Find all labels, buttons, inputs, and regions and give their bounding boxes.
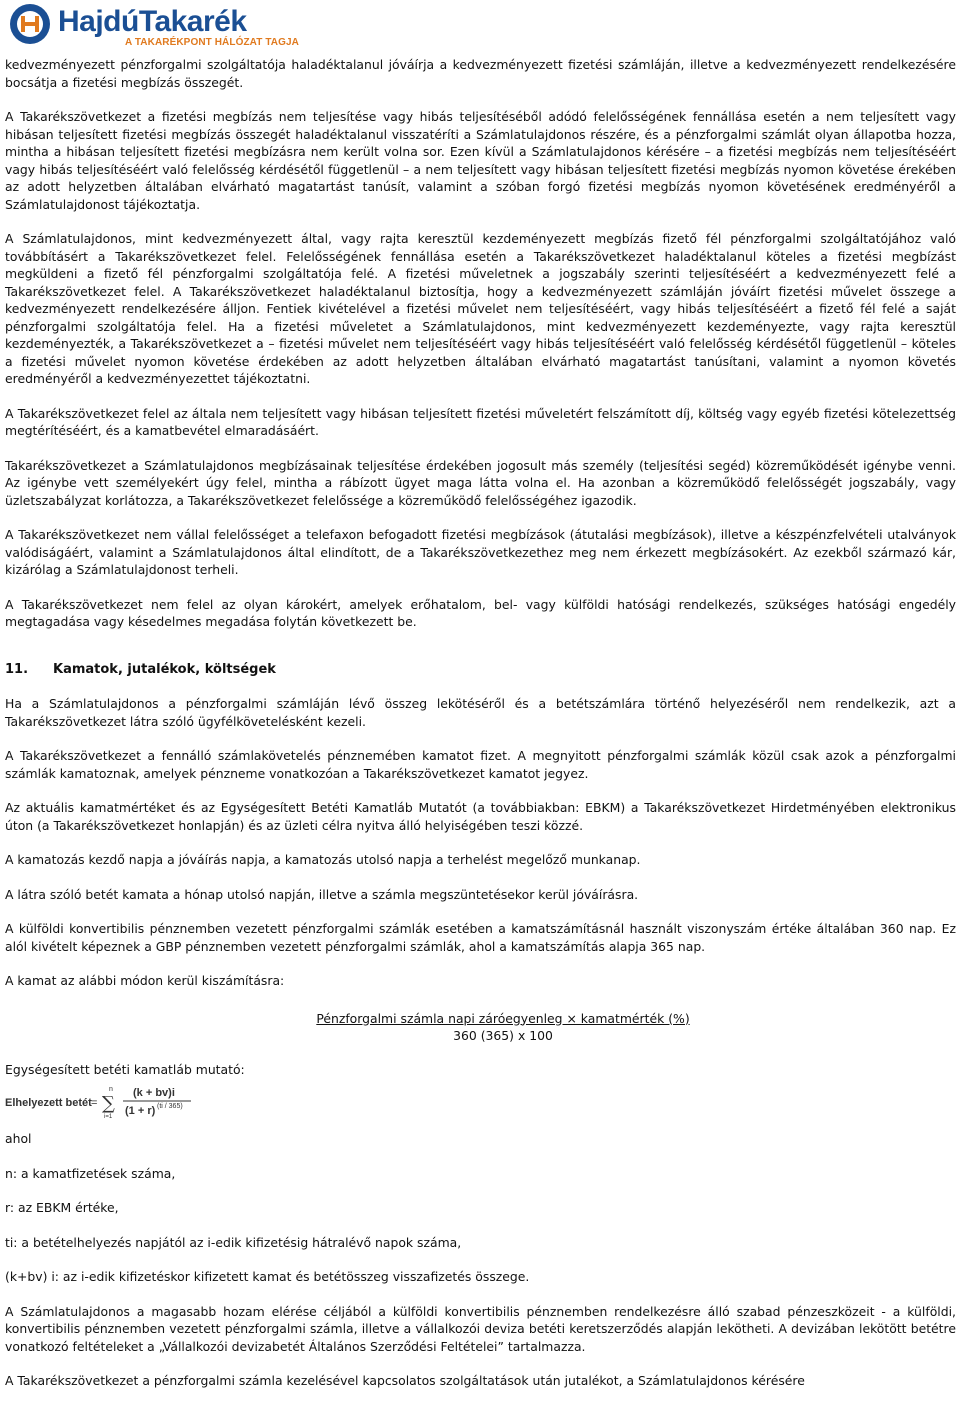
ebkm-exponent: (ti / 365) <box>157 1103 183 1110</box>
definition-item: n: a kamatfizetések száma, <box>5 1165 176 1181</box>
brand-name-part2: Takarék <box>138 5 247 38</box>
section-title: Kamatok, jutalékok, költségek <box>53 661 276 677</box>
interest-formula <box>5 1010 956 1045</box>
paragraph: A Számlatulajdonos, mint kedvezményezett által, vagy rajta keresztül kezdeményezett megbízás fizető fél pénzforgalmi szolgáltatójához való továbbításért a Takarékszövetkezet felel. Felelősségének fennállása esetén a Takarékszövetkezet haladéktalanul köteles a fizetési megbízást megküldeni a fizető fél pénzforgalmi szolgáltatója felé. A fizetési műveletnek a jogszabály szerinti teljesítéséért a kedvezményezett felé a Takarékszövetkezet felel. A Takarékszövetkezet haladéktalanul biztosítja, hogy a kedvezményezett számláján jóváírt fizetési művelet összege a kedvezményezett rendelkezésére álljon. Fentiek kivételével a fizetési művelet nem teljesítéséért, vagy hibás teljesítéséért a fizető fél felé a saját pénzforgalmi szolgáltatója felel. Ha a fizetési műveletet a Számlatulajdonos, mint kedvezményezett kezdeményezte, vagy rajta keresztül kezdeményezték, a Takarékszövetkezet a – fizetési művelet nem teljesítéséért vagy hibás teljesítéséért való felelősség kérdésétől függetlenül – köteles a fizetési művelet nyomon követése érdekében az adott helyzetben általában elvárható magatartást tanúsítani, valamint a nyomon követés eredményéről a kedvezményezettet tájékoztatni. <box>5 231 956 386</box>
brand-emblem-icon <box>8 2 52 46</box>
brand-name-part1: Hajdú <box>58 5 139 38</box>
paragraph: A Takarékszövetkezet nem vállal felelősséget a telefaxon befogadott fizetési megbízások (átutalási megbízások), illetve a készpénzfelvételi utalványok valódiságáért, valamint a Számlatulajdonos által elindított, de a Takarékszövetkezethez meg nem érkezett megbízásokért. Az ezekből származó kár, kizárólag a Számlatulajdonost terheli. <box>5 527 956 577</box>
definition-item: (k+bv) i: az i-edik kifizetéskor kifizetett kamat és betétösszeg visszafizetés összege. <box>5 1269 530 1284</box>
section-heading <box>5 661 956 679</box>
paragraph: Az aktuális kamatmértéket és az Egységesített Betéti Kamatláb Mutatót (a továbbiakban: EBKM) a Takarékszövetkezet Hirdetményében elektronikus úton (a Takarékszövetkezet honlapján) és az üzleti célra nyitva álló helyiségében teszi közzé. <box>5 800 956 833</box>
ebkm-label: Egységesített betéti kamatláb mutató: <box>5 1061 245 1077</box>
ebkm-formula-image <box>5 1082 956 1124</box>
brand-tagline: A TAKARÉKPONT HÁLÓZAT TAGJA <box>125 37 299 48</box>
ebkm-formula <box>5 1082 195 1122</box>
formula-numerator: Pénzforgalmi számla napi záróegyenleg × kamatmérték (%) <box>316 1010 690 1026</box>
sum-sign-icon: ∑ <box>102 1093 115 1114</box>
definitions-list <box>5 1130 956 1286</box>
ebkm-lhs: Elhelyezett betét <box>5 1097 92 1109</box>
paragraph: A Takarékszövetkezet nem felel az olyan károkért, amelyek erőhatalom, bel- vagy külföldi hatósági rendelkezés, szükséges hatósági engedély megtagadása vagy késedelmes megadása folytán következett be. <box>5 596 956 629</box>
paragraph: A kamat az alábbi módon kerül kiszámításra: <box>5 973 285 988</box>
section-number: 11. <box>5 661 29 677</box>
paragraph: A külföldi konvertibilis pénznemben vezetett pénzforgalmi számlák esetében a kamatszámításnál használt viszonyszám értéke általában 360 nap. Ez alól kivételt képeznek a GBP pénznemben vezetett pénzforgalmi számlák, ahol a kamatszámítás alapja 365 nap. <box>5 921 956 954</box>
paragraph: A látra szóló betét kamata a hónap utolsó napján, illetve a számla megszüntetésekor kerül jóváírásra. <box>5 886 639 902</box>
paragraph: A Takarékszövetkezet a fennálló számlakövetelés pénznemében kamatot fizet. A megnyitott pénzforgalmi számlák közül csak azok a pénzforgalmi számlák kamatoznak, amelyek pénzneme vonatkozóan a Takarékszövetkezet kamatot jegyez. <box>5 748 956 781</box>
ebkm-den-base: (1 + r) <box>125 1105 156 1117</box>
formula-denominator: 360 (365) x 100 <box>453 1028 553 1043</box>
paragraph: A Takarékszövetkezet a fizetési megbízás nem teljesítése vagy hibás teljesítéséből adódó felelősségének fennállása esetén a nem teljesített vagy hibásan teljesített fizetési megbízás összegét haladéktalanul visszatéríti a Számlatulajdonos részére, és a pénzforgalmi számlát olyan állapotba hozza, mintha a hibásan teljesített fizetési megbízásra nem került volna sor. Ezen kívül a Számlatulajdonos kérésére – a fizetési megbízás nem teljesítéséért vagy hibás teljesítéséért való felelősség kérdésétől függetlenül – a nem teljesített vagy hibásan teljesített fizetési megbízás nyomon követése érekében az adott helyzetben általában elvárható magatartást tanúsít, valamint a szóban forgó fizetési megbízás nyomon követésének eredményéről a Számlatulajdonost tájékoztatja. <box>5 109 956 212</box>
paragraph: Ha a Számlatulajdonos a pénzforgalmi számláján lévő összeg lekötéséről és a betétszámlára történő helyezéséről nem rendelkezik, azt a Takarékszövetkezet látra szóló ügyfélkövetelésként kezeli. <box>5 696 956 729</box>
paragraph: A kamatozás kezdő napja a jóváírás napja, a kamatozás utolsó napja a terhelést megelőző munkanap. <box>5 852 641 867</box>
brand-name <box>58 6 247 38</box>
definition-item: r: az EBKM értéke, <box>5 1200 119 1215</box>
ebkm-sum-bottom: i=1 <box>104 1114 113 1120</box>
brand-logo <box>8 0 308 52</box>
paragraph: kedvezményezett pénzforgalmi szolgáltatója haladéktalanul jóváírja a kedvezményezett fizetési számláján, illetve a kedvezményezett rendelkezésére bocsátja a fizetési megbízás összegét. <box>5 57 956 90</box>
ebkm-sum-top: n <box>109 1086 113 1093</box>
ebkm-numerator: (k + bv)i <box>133 1087 175 1099</box>
paragraph: Takarékszövetkezet a Számlatulajdonos megbízásainak teljesítése érdekében jogosult más személy (teljesítési segéd) közreműködését igénybe venni. Az igénybe vett személyekért úgy felel, mintha a rábízott ügyet maga látta volna el. Ha azonban a közreműködő felelősségét jogszabály, vagy üzletszabályzat korlátozza, a Takarékszövetkezet felelőssége a közreműködő felelősségéhez igazodik. <box>5 457 956 508</box>
definition-item: ti: a betételhelyezés napjától az i-edik kifizetésig hátralévő napok száma, <box>5 1234 462 1250</box>
ebkm-equals: = <box>91 1097 98 1109</box>
paragraph: A Számlatulajdonos a magasabb hozam elérése céljából a külföldi konvertibilis pénznemben rendelkezésre álló szabad pénzeszközeit - a külföldi, konvertibilis pénznemben vezetett pénzforgalmi számla, illetve a vállalkozói deviza betéti keretszerződés alapján lekötheti. A devizában lekötött betétre vonatkozó feltételeket a „Vállalkozói devizabetét Általános Szerződési Feltételei” tartalmazza. <box>5 1303 956 1354</box>
paragraph: A Takarékszövetkezet felel az általa nem teljesített vagy hibásan teljesített fizetési műveletért felszámított díj, költség vagy egyéb fizetési kötelezettség megtérítéséért, és a kamatbevétel elmaradásáért. <box>5 405 956 438</box>
definition-item: ahol <box>5 1131 32 1146</box>
paragraph: A Takarékszövetkezet a pénzforgalmi számla kezelésével kapcsolatos szolgáltatások után jutalékot, a Számlatulajdonos kérésére <box>5 1373 805 1388</box>
document-body <box>5 56 956 1407</box>
